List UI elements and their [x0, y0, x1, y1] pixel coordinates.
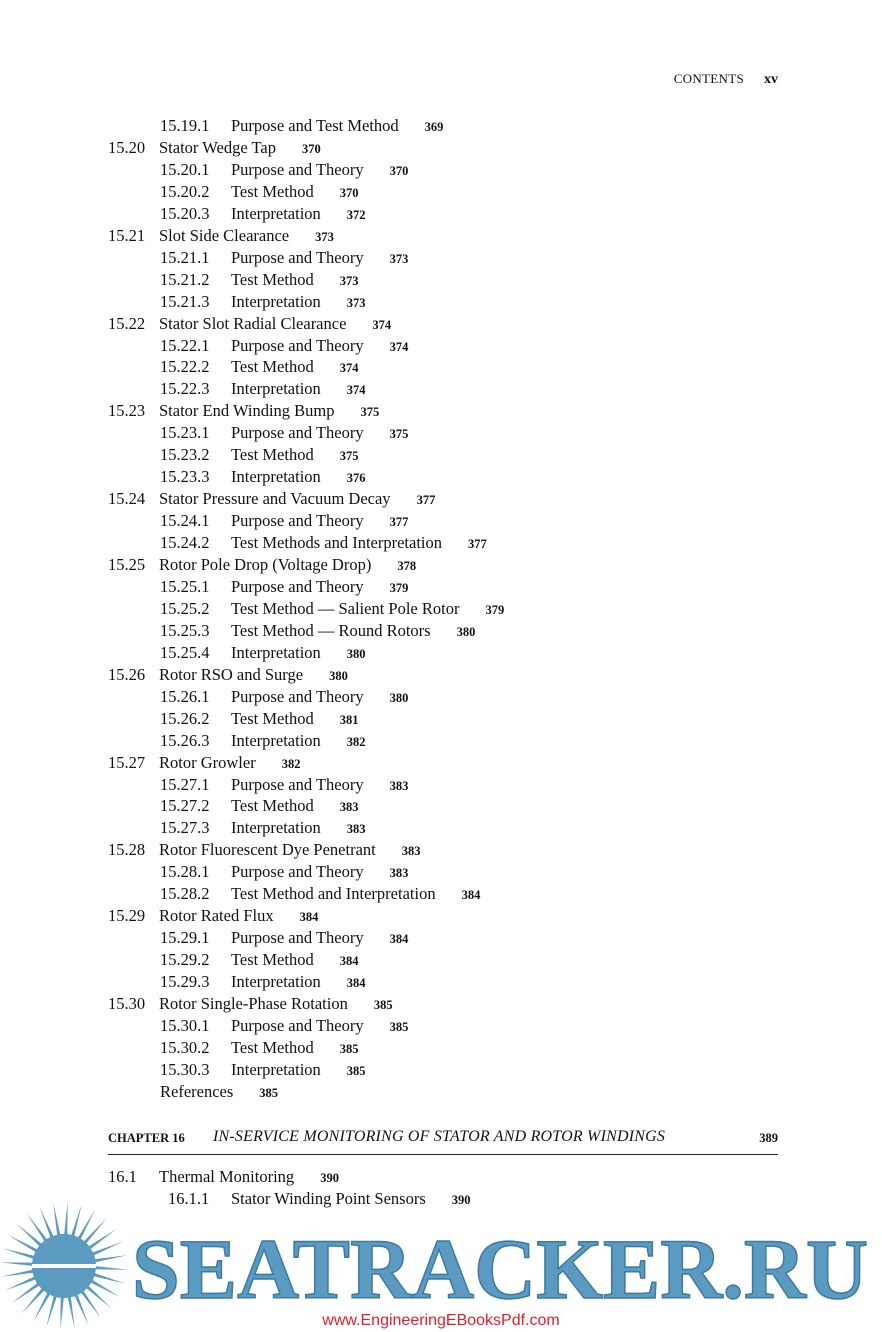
- toc-title-text: Stator Pressure and Vacuum Decay: [159, 489, 391, 509]
- sunburst-ray: [93, 1255, 127, 1262]
- toc-title: [231, 247, 408, 270]
- toc-title-text: Purpose and Theory: [231, 423, 364, 443]
- toc-title-text: Purpose and Theory: [231, 928, 364, 948]
- toc-title-text: Test Method — Round Rotors: [231, 620, 431, 640]
- toc-title-text: Stator Slot Radial Clearance: [159, 313, 347, 333]
- toc-page-number: 370: [389, 163, 409, 178]
- toc-page-number: 383: [401, 844, 421, 859]
- toc-page-number: 385: [259, 1085, 279, 1100]
- toc-title-text: Test Methods and Interpretation: [231, 533, 442, 553]
- toc-title: [231, 291, 366, 314]
- sunburst-ray: [3, 1248, 36, 1259]
- toc-number: 15.22.3: [160, 379, 210, 399]
- toc-title: [159, 225, 334, 248]
- toc-title-text: Purpose and Theory: [231, 862, 364, 882]
- sunburst-icon: [0, 1202, 128, 1330]
- toc-number: 15.28: [108, 840, 146, 860]
- sunburst-ray: [94, 1266, 128, 1270]
- toc-title-text: Test Method: [231, 445, 314, 465]
- sunburst-ray: [53, 1203, 60, 1237]
- toc-page-number: 379: [389, 580, 409, 595]
- toc-title: [159, 1166, 339, 1189]
- toc-title-text: Test Method — Salient Pole Rotor: [231, 598, 460, 618]
- chapter-page-number: 389: [759, 1131, 778, 1145]
- toc-number: 15.25.3: [160, 620, 210, 640]
- toc-page-number: 380: [389, 690, 409, 705]
- toc-title-text: Rotor RSO and Surge: [159, 664, 304, 684]
- toc-title: [231, 576, 408, 599]
- toc-title-text: Interpretation: [231, 642, 321, 662]
- toc-title-text: Interpretation: [231, 730, 321, 750]
- toc-title: [231, 686, 408, 709]
- toc-number: 15.26.3: [160, 730, 210, 750]
- toc-title: [231, 971, 366, 994]
- toc-title: [231, 1015, 408, 1038]
- toc-page-number: 374: [339, 361, 359, 376]
- toc-title: [160, 1081, 278, 1104]
- toc-number: 15.26.1: [160, 686, 210, 706]
- toc-number: 15.20.3: [160, 203, 210, 223]
- toc-title: [231, 795, 358, 818]
- chapter-title: IN-SERVICE MONITORING OF STATOR AND ROTOR WINDINGS: [213, 1128, 666, 1145]
- running-header-label: CONTENTS: [673, 71, 744, 86]
- toc-title-text: Purpose and Theory: [231, 774, 364, 794]
- toc-title-text: Purpose and Theory: [231, 576, 364, 596]
- toc-title-text: Purpose and Theory: [231, 511, 364, 531]
- toc-title-text: Test Method: [231, 181, 314, 201]
- toc-title: [231, 378, 366, 401]
- toc-title-text: Purpose and Theory: [231, 159, 364, 179]
- toc-page-number: 375: [339, 449, 359, 464]
- toc-title-text: Rotor Pole Drop (Voltage Drop): [159, 555, 372, 574]
- toc-title: [231, 774, 408, 797]
- toc-page-number: 390: [320, 1171, 339, 1185]
- toc-page-number: 384: [299, 910, 319, 925]
- toc-title: [159, 993, 393, 1016]
- toc-page-number: 384: [346, 976, 366, 991]
- toc-title-text: Test Method: [231, 708, 314, 728]
- toc-title-text: Purpose and Theory: [231, 247, 364, 267]
- toc-number: 16.1.1: [168, 1188, 210, 1208]
- toc-number: 15.30: [108, 994, 146, 1013]
- toc-page-number: 385: [339, 1041, 359, 1056]
- toc-title-text: Purpose and Theory: [231, 686, 364, 706]
- toc-page-number: 376: [346, 471, 366, 486]
- toc-number: 15.30.2: [160, 1037, 210, 1057]
- toc-title-text: Test Method: [231, 357, 314, 377]
- toc-number: 15.29.3: [160, 972, 210, 992]
- toc-title-text: Rotor Growler: [159, 752, 256, 772]
- toc-page-number: 377: [468, 537, 487, 552]
- toc-title-text: Interpretation: [231, 379, 321, 399]
- toc-page-number: 385: [389, 1019, 409, 1034]
- toc-title-text: References: [160, 1081, 234, 1101]
- toc-page-number: 383: [389, 778, 409, 793]
- toc-title: [231, 356, 358, 379]
- toc-page-number: 384: [389, 932, 409, 947]
- toc-page-number: 373: [389, 251, 409, 266]
- toc-page-number: 390: [451, 1192, 471, 1207]
- toc-page-number: 385: [346, 1063, 366, 1078]
- toc-number: 15.22.2: [160, 357, 210, 377]
- toc-title-text: Rotor Rated Flux: [159, 906, 274, 926]
- toc-title-text: Test Method: [231, 269, 314, 289]
- running-header: [0, 70, 778, 90]
- toc-number: 16.1: [108, 1167, 137, 1186]
- toc-page-number: 377: [416, 493, 436, 508]
- toc-title: [159, 905, 318, 928]
- toc-title: [231, 269, 358, 292]
- toc-title-text: Test Method: [231, 1037, 314, 1057]
- toc-page-number: 382: [281, 756, 301, 771]
- toc-title-text: Test Method: [231, 950, 314, 970]
- toc-title-text: Stator End Winding Bump: [159, 401, 335, 421]
- toc-number: 15.25: [108, 555, 146, 574]
- toc-title-text: Interpretation: [231, 291, 321, 311]
- toc-page-number: 375: [360, 405, 380, 420]
- toc-number: 15.24.1: [160, 511, 210, 531]
- chapter-label: CHAPTER 16: [108, 1131, 185, 1145]
- toc-title: [159, 752, 300, 775]
- toc-page-number: 374: [372, 317, 392, 332]
- toc-title-text: Interpretation: [231, 1059, 321, 1079]
- toc-title: [159, 554, 416, 577]
- toc-title-text: Stator Wedge Tap: [159, 137, 276, 157]
- sunburst-ray: [27, 1214, 48, 1243]
- toc-number: 15.22.1: [160, 335, 210, 355]
- toc-page-number: 374: [389, 339, 409, 354]
- toc-title: [231, 444, 358, 467]
- toc-number: 15.30.1: [160, 1015, 210, 1035]
- toc-title-text: Slot Side Clearance: [159, 225, 290, 245]
- toc-title: [231, 817, 366, 840]
- sunburst-ray: [21, 1287, 45, 1314]
- toc-page-number: 374: [346, 383, 366, 398]
- toc-page-number: 378: [397, 559, 417, 573]
- toc-page-number: 380: [329, 668, 348, 683]
- toc-page-number: 373: [346, 295, 366, 310]
- toc-title-text: Purpose and Test Method: [231, 116, 399, 135]
- toc-page-number: 372: [346, 207, 366, 222]
- toc-number: 15.29.2: [160, 950, 210, 970]
- toc-title: [231, 620, 475, 643]
- toc-number: 15.25.1: [160, 576, 210, 596]
- toc-title: [159, 664, 348, 687]
- toc-title-text: Thermal Monitoring: [159, 1167, 295, 1186]
- sunburst-ray: [92, 1273, 125, 1284]
- toc-title-text: Purpose and Theory: [231, 1015, 364, 1035]
- toc-title: [231, 1059, 366, 1082]
- toc-title-text: Interpretation: [231, 972, 321, 992]
- toc-number: 15.30.3: [160, 1059, 210, 1079]
- toc-number: 15.21: [108, 225, 146, 245]
- toc-number: 15.20.1: [160, 159, 210, 179]
- toc-number: 15.27.1: [160, 774, 210, 794]
- toc-number: 15.24.2: [160, 533, 210, 553]
- toc-number: 15.23.1: [160, 423, 210, 443]
- toc-number: 15.25.4: [160, 642, 210, 662]
- toc-page-number: 380: [456, 624, 476, 639]
- toc-title: [231, 466, 366, 489]
- toc-title-text: Stator Winding Point Sensors: [231, 1188, 426, 1208]
- toc-title: [231, 883, 480, 906]
- toc-page-number: 377: [389, 515, 409, 530]
- sunburst-ray: [16, 1223, 43, 1247]
- toc-number: 15.21.1: [160, 247, 210, 267]
- toc-page-number: 382: [346, 734, 366, 749]
- sunburst-band: [32, 1264, 96, 1268]
- sunburst-ray: [71, 1205, 82, 1238]
- toc-title: [159, 400, 379, 423]
- toc-number: 15.26.2: [160, 708, 210, 728]
- sunburst-ray: [1, 1269, 35, 1276]
- toc-title: [159, 839, 421, 862]
- toc-title: [231, 927, 408, 950]
- toc-page-number: 370: [301, 141, 321, 156]
- sunburst-ray: [0, 1262, 34, 1266]
- toc-page-number: 375: [389, 427, 409, 442]
- toc-title: [231, 335, 408, 358]
- toc-title-text: Test Method and Interpretation: [231, 884, 436, 904]
- toc-title-text: Interpretation: [231, 818, 321, 838]
- toc-number: 15.27.3: [160, 818, 210, 838]
- sunburst-ray: [83, 1218, 107, 1245]
- toc-page-number: 383: [339, 800, 359, 815]
- toc-title: [159, 313, 391, 336]
- toc-page-number: 369: [424, 120, 444, 134]
- toc-number: 15.29.1: [160, 928, 210, 948]
- toc-page-number: 373: [339, 273, 359, 288]
- toc-page-number: 384: [339, 954, 359, 969]
- toc-number: 15.23: [108, 401, 146, 421]
- toc-title-text: Rotor Fluorescent Dye Penetrant: [159, 840, 376, 860]
- sunburst-ray: [87, 1229, 116, 1250]
- toc-page-number: 379: [485, 602, 505, 617]
- toc-number: 15.20: [108, 137, 146, 157]
- toc-title: [159, 488, 435, 511]
- toc-page-number: 383: [389, 866, 409, 881]
- toc-title: [231, 115, 443, 138]
- toc-number: 15.21.3: [160, 291, 210, 311]
- toc-title: [231, 159, 408, 182]
- sunburst-ray: [85, 1285, 112, 1309]
- toc-number: 15.25.2: [160, 598, 210, 618]
- toc-number: 15.28.1: [160, 862, 210, 882]
- toc-title: [231, 642, 366, 665]
- toc-number: 15.27.2: [160, 796, 210, 816]
- chapter-heading: [108, 1128, 778, 1155]
- toc-title-text: Purpose and Theory: [231, 335, 364, 355]
- watermark-text: SEATRACKER.RU: [132, 1221, 868, 1317]
- toc-number: 15.23.2: [160, 445, 210, 465]
- toc-number: 15.20.2: [160, 181, 210, 201]
- toc-title: [231, 181, 358, 204]
- toc-number: 15.24: [108, 489, 146, 509]
- toc-title: [231, 598, 504, 621]
- toc-title: [231, 203, 366, 226]
- toc-title: [231, 708, 358, 731]
- toc-number: 15.23.3: [160, 467, 210, 487]
- toc-number: 15.29: [108, 906, 146, 926]
- toc-title: [231, 1037, 358, 1060]
- toc-title: [231, 949, 358, 972]
- toc-title-text: Test Method: [231, 796, 314, 816]
- toc-page-number: 381: [339, 712, 359, 727]
- toc-number: 15.28.2: [160, 884, 210, 904]
- toc-page-number: 384: [461, 888, 481, 903]
- toc-title: [231, 510, 408, 533]
- toc-number: 15.19.1: [160, 116, 210, 135]
- toc-title-text: Interpretation: [231, 467, 321, 487]
- toc-title-text: Interpretation: [231, 203, 321, 223]
- sunburst-ray: [64, 1202, 68, 1236]
- toc-title: [231, 730, 366, 753]
- toc-page-number: 383: [346, 822, 366, 837]
- toc-page-number: 380: [346, 646, 366, 661]
- toc-number: 15.27: [108, 752, 146, 772]
- toc-number: 15.22: [108, 313, 146, 333]
- toc-number: 15.26: [108, 664, 146, 684]
- toc-title: [231, 861, 408, 884]
- toc-title-text: Rotor Single-Phase Rotation: [159, 994, 348, 1013]
- toc-title: [159, 137, 321, 160]
- toc-page-number: 373: [315, 229, 334, 244]
- page-number: xv: [764, 72, 778, 87]
- toc-number: 15.21.2: [160, 269, 210, 289]
- toc-page-number: 385: [373, 998, 393, 1012]
- sunburst-ray: [12, 1282, 41, 1303]
- toc-page-number: 370: [339, 185, 359, 200]
- toc-title: [231, 422, 408, 445]
- toc-title: [231, 532, 487, 555]
- watermark-url: www.EngineeringEBooksPdf.com: [322, 1312, 560, 1329]
